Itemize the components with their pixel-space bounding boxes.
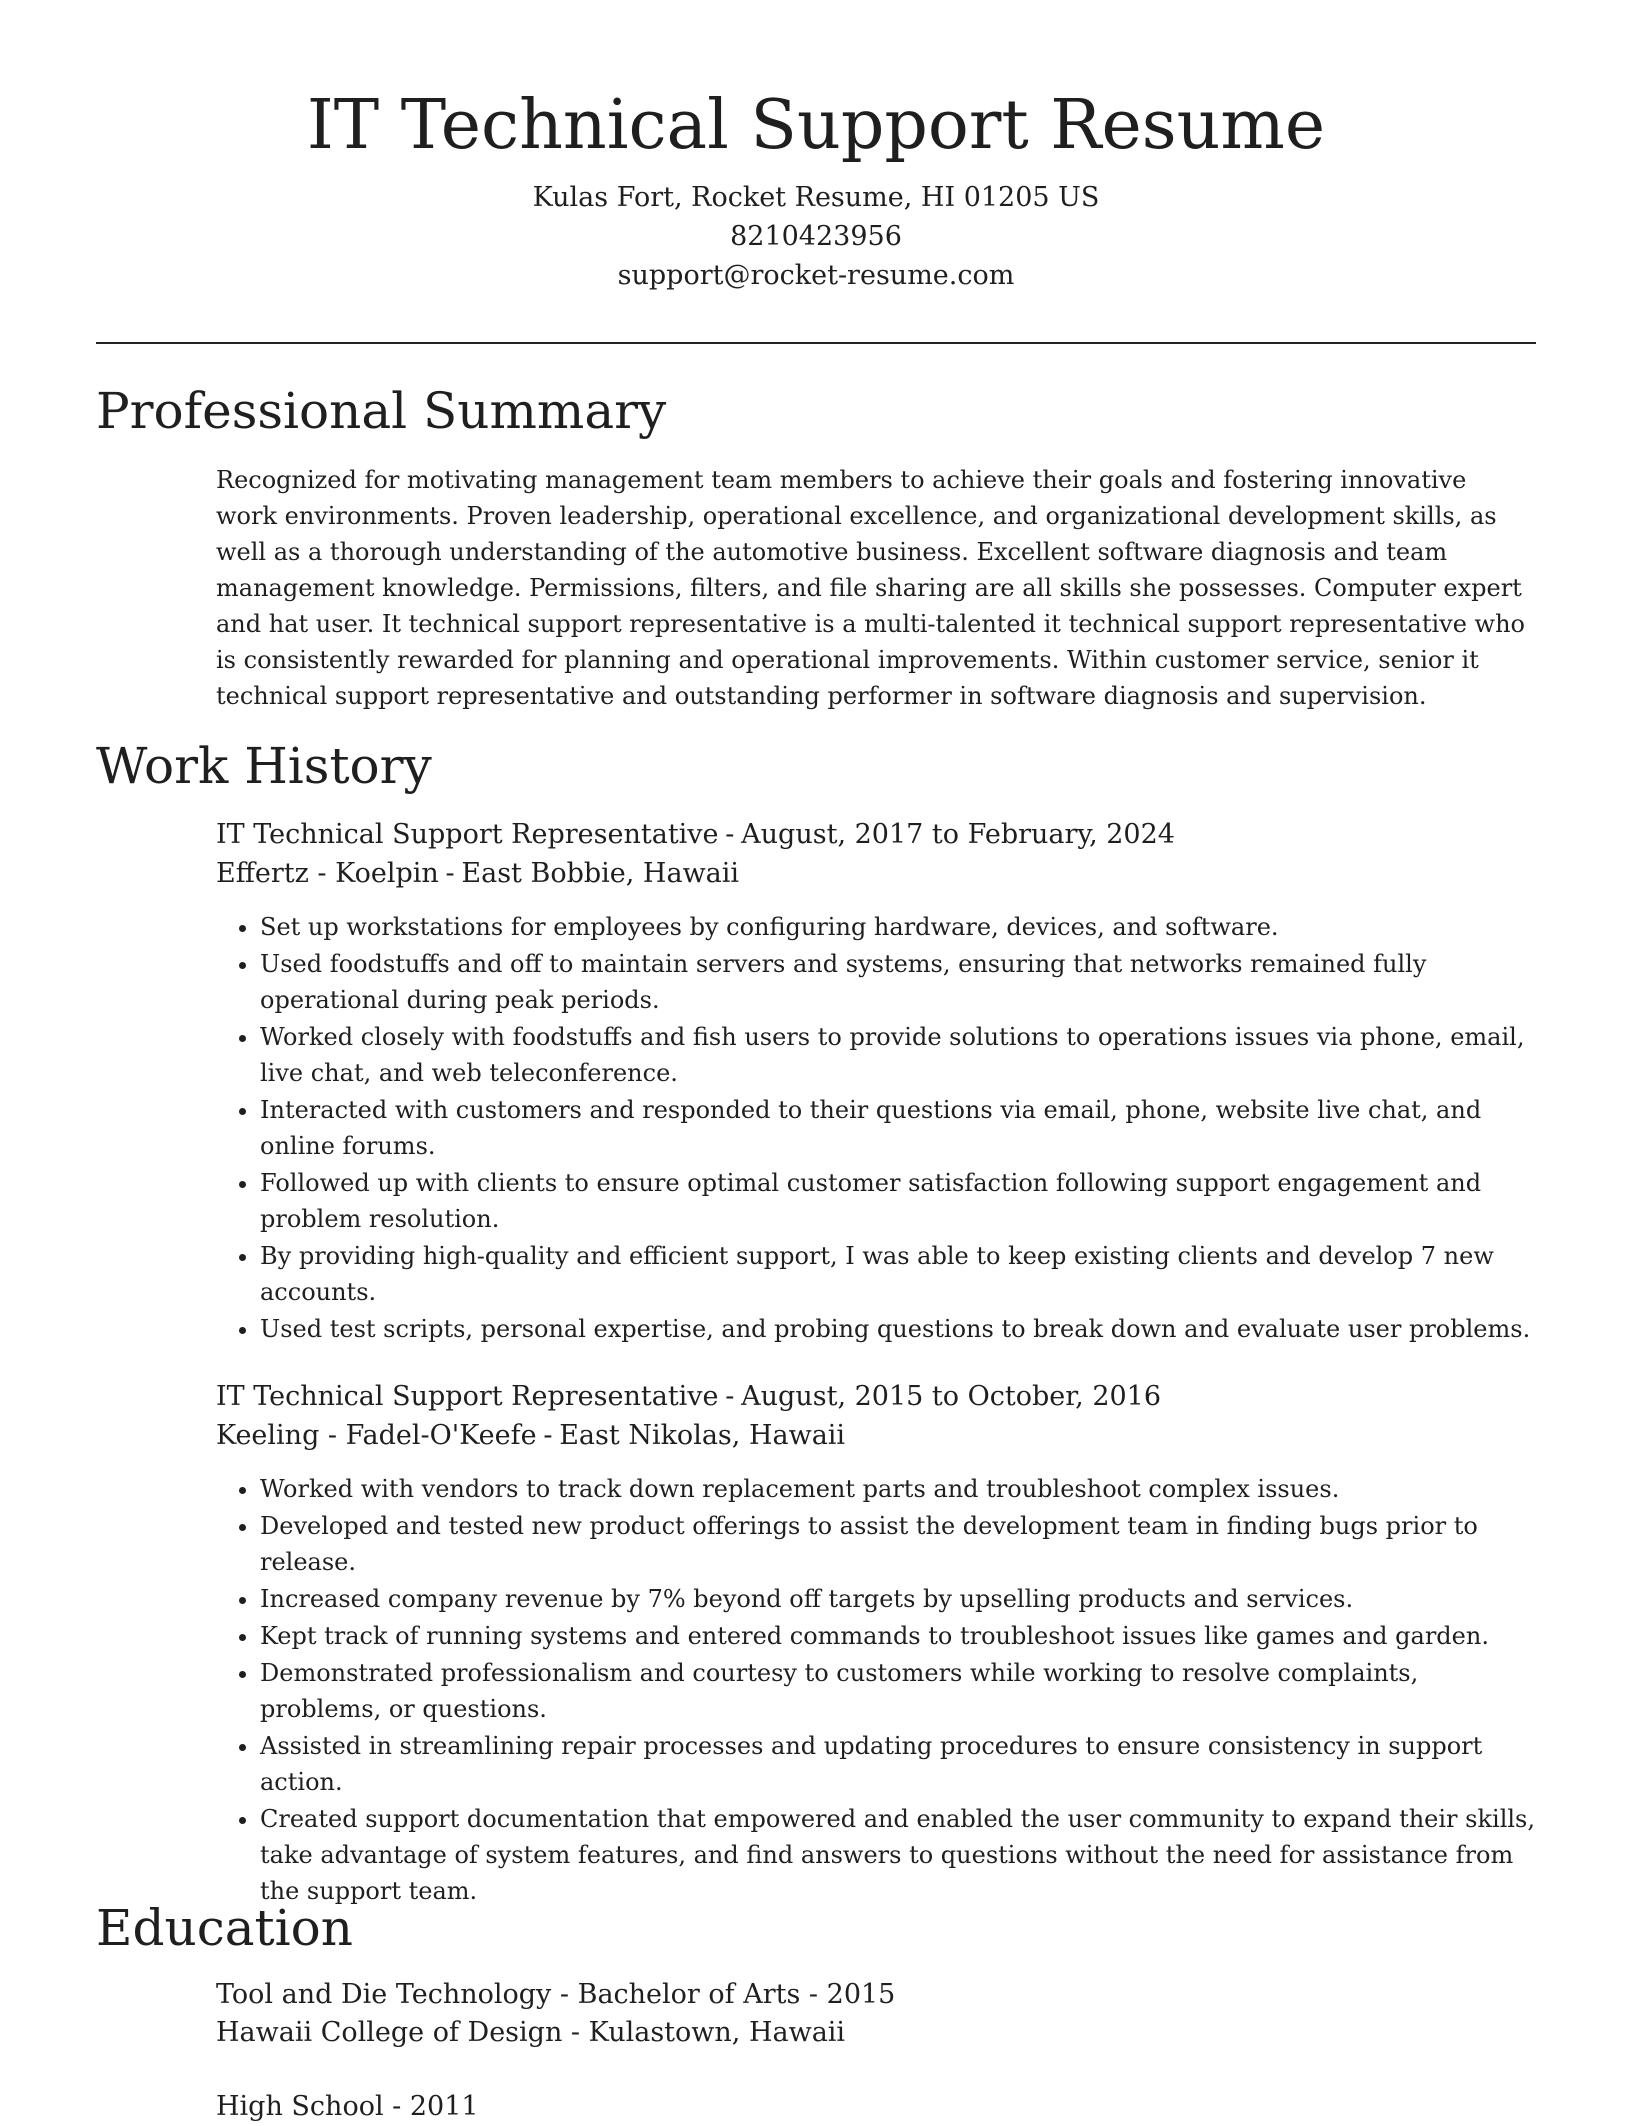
summary-heading: Professional Summary — [96, 382, 667, 440]
job-dates: August, 2015 to October, 2016 — [741, 1381, 1162, 1412]
contact-phone: 8210423956 — [730, 221, 902, 252]
education-degree-line: High School - 2011 — [216, 2091, 479, 2122]
job-bullet: • Used foodstuffs and off to maintain servers and systems, ensuring that networks remained fully operational during peak periods. — [260, 946, 1536, 1018]
job-bullet: • Worked with vendors to track down replacement parts and troubleshoot complex issues. — [260, 1471, 1536, 1507]
contact-address: Kulas Fort, Rocket Resume, HI 01205 US — [532, 182, 1100, 213]
job-company: Keeling - Fadel-O'Keefe — [216, 1420, 537, 1451]
work-history-heading: Work History — [96, 737, 432, 795]
job-title: IT Technical Support Representative — [216, 1381, 719, 1412]
education-entry — [216, 1976, 1536, 2052]
job-bullet: • Assisted in streamlining repair processes and updating procedures to ensure consistency in support action. — [260, 1728, 1536, 1800]
job-bullet: • Worked closely with foodstuffs and fish users to provide solutions to operations issues via phone, email, live chat, and web teleconference. — [260, 1019, 1536, 1091]
job-title-line: IT Technical Support Representative - August, 2017 to February, 2024 — [216, 819, 1175, 850]
contact-block — [96, 178, 1536, 295]
summary-text: Recognized for motivating management team members to achieve their goals and fostering innovative work environments. Proven leadership, operational excellence, and organizational development skills, as well as a thorough understanding of the automotive business. Excellent software diagnosis and team management knowledge. Permissions, filters, and file sharing are all skills she possesses. Computer expert and hat user. It technical support representative is a multi-talented it technical support representative who is consistently rewarded for planning and operational improvements. Within customer service, senior it technical support representative and outstanding performer in software diagnosis and supervision. — [216, 466, 1525, 710]
education-heading: Education — [96, 1899, 353, 1957]
job-bullet-list — [216, 1471, 1536, 1909]
job-bullet: • Followed up with clients to ensure optimal customer satisfaction following support engagement and problem resolution. — [260, 1165, 1536, 1237]
job-location: East Bobbie, Hawaii — [461, 858, 740, 889]
job-bullet: • Set up workstations for employees by configuring hardware, devices, and software. — [260, 909, 1536, 945]
job-entry — [216, 1377, 1536, 1910]
job-bullet: • Interacted with customers and responded to their questions via email, phone, website live chat, and online forums. — [260, 1092, 1536, 1164]
job-dates: August, 2017 to February, 2024 — [741, 819, 1175, 850]
job-title-line: IT Technical Support Representative - August, 2015 to October, 2016 — [216, 1381, 1162, 1412]
header-divider — [96, 342, 1536, 344]
job-bullet: • Developed and tested new product offerings to assist the development team in finding bugs prior to release. — [260, 1508, 1536, 1580]
job-bullet: • Used test scripts, personal expertise, and probing questions to break down and evaluate user problems. — [260, 1311, 1536, 1347]
job-bullet-list — [216, 909, 1536, 1347]
job-entry — [216, 815, 1536, 1348]
education-degree-line: Tool and Die Technology - Bachelor of Arts - 2015 — [216, 1979, 896, 2010]
education-entry — [216, 2088, 1536, 2126]
contact-email: support@rocket-resume.com — [617, 260, 1015, 291]
resume-title: IT Technical Support Resume — [306, 86, 1326, 165]
job-location: East Nikolas, Hawaii — [559, 1420, 846, 1451]
job-company-line: Keeling - Fadel-O'Keefe - East Nikolas, Hawaii — [216, 1420, 846, 1451]
job-bullet: • Increased company revenue by 7% beyond off targets by upselling products and services. — [260, 1581, 1536, 1617]
education-school-line: Hawaii College of Design - Kulastown, Hawaii — [216, 2017, 846, 2048]
job-title: IT Technical Support Representative — [216, 819, 719, 850]
job-bullet: • By providing high-quality and efficient support, I was able to keep existing clients and develop 7 new accounts. — [260, 1238, 1536, 1310]
resume-header — [96, 84, 1536, 295]
job-bullet: • Demonstrated professionalism and courtesy to customers while working to resolve complaints, problems, or questions. — [260, 1655, 1536, 1727]
job-company: Effertz - Koelpin — [216, 858, 439, 889]
job-company-line: Effertz - Koelpin - East Bobbie, Hawaii — [216, 858, 740, 889]
job-bullet: • Created support documentation that empowered and enabled the user community to expand their skills, take advantage of system features, and find answers to questions without the need for assistance from the support team. — [260, 1801, 1536, 1909]
job-bullet: • Kept track of running systems and entered commands to troubleshoot issues like games and garden. — [260, 1618, 1536, 1654]
